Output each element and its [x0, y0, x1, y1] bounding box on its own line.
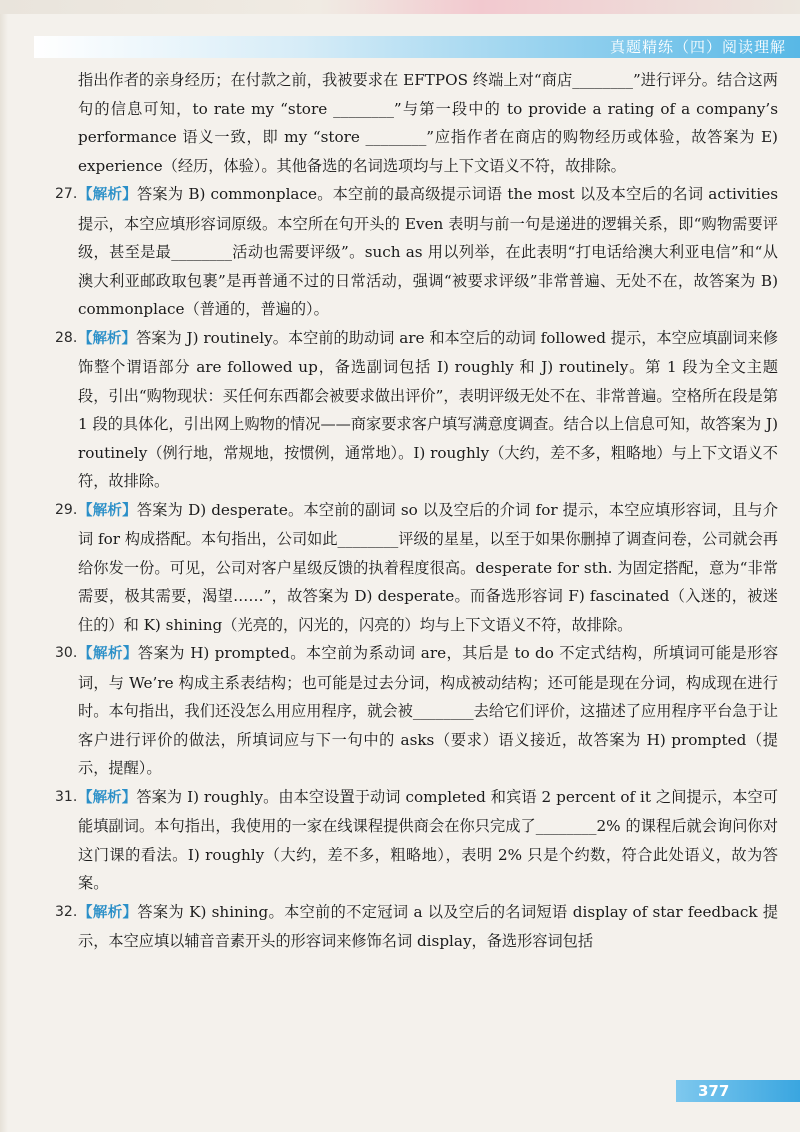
entry-number: 32. [55, 903, 78, 920]
explanation-entry-32 [55, 898, 779, 956]
analysis-tag: 【解析】 [78, 646, 138, 662]
page-content [55, 66, 779, 956]
entry-number: 31. [55, 788, 78, 805]
explanation-entry-28 [55, 324, 779, 496]
explanation-entry-31 [55, 783, 779, 898]
entry-number: 28. [55, 329, 78, 346]
intro-paragraph: 指出作者的亲身经历；在付款之前，我被要求在 EFTPOS 终端上对“商店________”进行评分。结合这两句的信息可知，to rate my “store ________”与第一段中的 to provide a rating of a company’s performance 语义一致，即 my “store ________”应指作者在商店的购物经历或体验，故答案为 E) experience（经历，体验）。其他备选的名词选项均与上下文语义不符，故排除。 [78, 71, 778, 175]
top-scan-strip [0, 0, 800, 14]
analysis-tag: 【解析】 [78, 330, 137, 347]
explanation-entry-30 [55, 639, 779, 783]
page-number-band [676, 1080, 800, 1102]
entry-text: 答案为 I) roughly。由本空设置于动词 completed 和宾语 2 percent of it 之间提示，本空可能填副词。本句指出，我使用的一家在线课程提供商会在你只完成了________2% 的课程后就会询问你对这门课的看法。I) roughly（大约，差不多，粗略地），表明 2% 只是个约数，符合此处语义，故为答案。 [78, 787, 779, 892]
analysis-tag: 【解析】 [78, 502, 137, 519]
entry-text: 答案为 B) commonplace。本空前的最高级提示词语 the most 以及本空后的名词 activities 提示，本空应填形容词原级。本空所在句开头的 Even 表明与前一句是递进的逻辑关系，即“购物需要评级，甚至是最________活动也需要评级”。such as 用以列举，在此表明“打电话给澳大利亚电信”和“从澳大利亚邮政取包裹”是再普通不过的日常活动，强调“被要求评级”非常普遍、无处不在，故答案为 B) commonplace（普通的，普遍的）。 [78, 185, 779, 318]
analysis-tag: 【解析】 [78, 904, 138, 921]
explanation-entry-29 [55, 496, 779, 640]
analysis-tag: 【解析】 [78, 789, 137, 806]
page-edge-shadow [0, 0, 8, 1132]
entry-number: 29. [55, 501, 78, 518]
explanation-entry-27 [55, 180, 779, 324]
page-number: 377 [698, 1082, 730, 1100]
entry-text: 答案为 H) prompted。本空前为系动词 are，其后是 to do 不定式结构，所填词可能是形容词，与 We’re 构成主系表结构；也可能是过去分词，构成被动结构；还可能是现在分词，构成现在进行时。本句指出，我们还没怎么用应用程序，就会被________去给它们评价，这描述了应用程序平台急于让客户进行评价的做法，所填词应与下一句中的 asks（要求）语义接近，故答案为 H) prompted（提示，提醒）。 [78, 644, 779, 777]
entry-text: 答案为 K) shining。本空前的不定冠词 a 以及空后的名词短语 display of star feedback 提示，本空应填以辅音音素开头的形容词来修饰名词 display，备选形容词包括 [78, 902, 779, 950]
entry-number: 27. [55, 186, 78, 202]
entry-number: 30. [55, 645, 78, 661]
entry-text: 答案为 J) routinely。本空前的助动词 are 和本空后的动词 followed 提示，本空应填副词来修饰整个谓语部分 are followed up，备选副词包括 I) roughly 和 J) routinely。第 1 段为全文主题段，引出“购物现状：买任何东西都会被要求做出评价”，表明评级无处不在、非常普遍。空格所在段是第 1 段的具体化，引出网上购物的情况——商家要求客户填写满意度调查。结合以上信息可知，故答案为 J) routinely（例行地，常规地，按惯例，通常地）。I) roughly（大约，差不多，粗略地）与上下文语义不符，故排除。 [78, 328, 779, 490]
section-title: 真题精练（四）阅读理解 [609, 38, 786, 56]
analysis-tag: 【解析】 [78, 187, 137, 203]
entry-text: 答案为 D) desperate。本空前的副词 so 以及空后的介词 for 提示，本空应填形容词，且与介词 for 构成搭配。本句指出，公司如此________评级的星星，以至于如果你删掉了调查问卷，公司就会再给你发一份。可见，公司对客户星级反馈的执着程度很高。desperate for sth. 为固定搭配，意为“非常需要，极其需要，渴望……”，故答案为 D) desperate。而备选形容词 F) fascinated（入迷的，被迷住的）和 K) shining（光亮的，闪光的，闪亮的）均与上下文语义不符，故排除。 [78, 500, 779, 634]
section-header-band [34, 36, 800, 58]
